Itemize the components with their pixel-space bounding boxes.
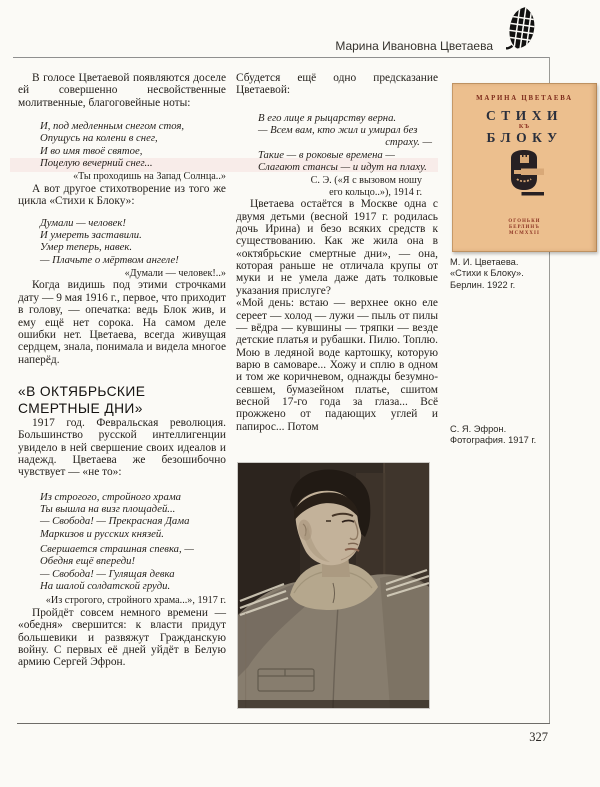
verse-line: Умер теперь, навек. — [40, 241, 133, 254]
poem-quote — [40, 491, 226, 540]
verse-line: Маркизов и русских князей. — [40, 527, 164, 540]
book-cover — [452, 83, 597, 252]
verse-line: — Свобода! — Гулящая девка — [40, 567, 175, 580]
ornament-leaf-icon — [506, 6, 538, 52]
verse-line: страху. — — [385, 136, 432, 149]
verse-line: Из строгого, стройного храма — [40, 490, 181, 503]
paragraph: Пройдёт совсем немного времени — «обедня» свершится: к власти придут большевики и развяжут Гражданскую войну. С первых её дней уйдёт в Белую армию Сергей Эфрон. — [18, 606, 226, 669]
photo-caption: С. Я. Эфрон. Фотография. 1917 г. — [450, 424, 537, 446]
footer-divider — [17, 723, 550, 724]
verse-line: Свершается страшная спевка, — — [40, 542, 194, 555]
poem-quote — [40, 120, 226, 169]
paragraph: Цветаева остаётся в Москве одна с двумя детьми (весной 1917 г. родилась дочь Ирина) и безо всяких средств к существованию. Как же жила она в «октябрьские смертные дни», — она, которая раньше не отличала крупы от муки и не умела даже дать толковые указания прислуге? — [236, 198, 438, 297]
poem-attribution: «Думали — человек!..» — [124, 267, 226, 279]
paragraph: В голосе Цветаевой появляются доселе ей совершенно несвойственные молитвенные, благоговейные ноты: — [18, 72, 226, 109]
page-number: 327 — [529, 730, 548, 744]
verse-line: И, под медленным снегом стоя, — [40, 120, 185, 133]
cover-title-line1: СТИХИ — [485, 108, 563, 123]
poem-attribution: «Из строгого, стройного храма...», 1917 г. — [45, 595, 226, 607]
paragraph: Когда видишь под этими строчками дату — 9 мая 1916 г., первое, что приходит в голову, — опечатка: ведь Блок жив, и ему ещё нет сорока. На самом деле ошибки нет. Цветаева, всегда живущая сердцем, знала, понимала и видела многое наперёд. — [18, 279, 226, 366]
left-text-column — [18, 72, 226, 669]
verse-line: — Свобода! — Прекрасная Дама — [40, 515, 190, 528]
cover-author: МАРИНА ЦВЕТАЕВА — [476, 95, 573, 102]
poem-attribution: С. Э. («Я с вызовом ношу его кольцо..»), 1914 г. — [310, 175, 422, 198]
poem-quote — [40, 217, 226, 266]
paragraph: Сбудется ещё одно предсказание Цветаевой: — [236, 72, 438, 97]
cover-title-small: КЪ — [518, 123, 531, 130]
poem-quote — [258, 112, 438, 174]
verse-line: И умереть заставили. — [40, 228, 142, 241]
poem-quote — [40, 543, 226, 592]
verse-line: Думали — человек! — [40, 216, 126, 229]
verse-line: — Всем вам, кто жил и умирал без — [258, 124, 418, 137]
poem-attribution: «Ты проходишь на Запад Солнца..» — [73, 171, 226, 183]
efron-photo — [238, 463, 429, 708]
verse-line: Обедня ещё впереди! — [40, 555, 136, 568]
verse-line: На шалой солдатской груди. — [40, 580, 171, 592]
cover-title-line2: БЛОКУ — [486, 130, 563, 145]
paragraph: 1917 год. Февральская революция. Большинство русской интеллигенции увидело в ней свершение своих идеалов и надежд. Цветаева же безошибочно чувствует — «не то»: — [18, 416, 226, 479]
cover-emblem-icon — [504, 148, 544, 196]
verse-line: И во имя твоё святое, — [40, 144, 143, 157]
middle-text-column — [236, 72, 438, 433]
running-header: Марина Ивановна Цветаева — [335, 39, 493, 53]
cover-publisher: ОГОНЬКИ БЕРЛИНЪ MCMXXII — [508, 219, 541, 236]
header-divider — [13, 57, 550, 58]
book-cover-caption: М. И. Цветаева. «Стихи к Блоку». Берлин. 1922 г. — [450, 257, 524, 290]
verse-line: В его лице я рыцарству верна. — [258, 111, 397, 124]
verse-line: Ты вышла на визг площадей... — [40, 502, 176, 515]
verse-line: — Плачьте о мёртвом ангеле! — [40, 253, 179, 266]
paragraph: «Мой день: встаю — верхнее окно еле сереет — холод — лужи — пыль от пилы — вёдра — кувшины — тряпки — везде детские платья и рубашки. Пилю. Топлю. Мою в ледяной воде картошку, которую варю в самоваре... Хожу и сплю в одном и том же коричневом, однажды безумно-севшем, бумазейном платье, сшитом весной 17-го года за глаза... Всё прожжено от падающих углей и папирос... Потом — [236, 297, 438, 433]
verse-line: Поцелую вечерний снег... — [40, 157, 153, 170]
verse-line: Опущусь на колени в снег, — [40, 132, 158, 145]
verse-line: Слагают стансы — и идут на плаху. — [258, 161, 427, 174]
section-heading: «В ОКТЯБРЬСКИЕ СМЕРТНЫЕ ДНИ» — [18, 383, 146, 416]
paragraph: А вот другое стихотворение из того же цикла «Стихи к Блоку»: — [18, 182, 226, 208]
verse-line: Такие — в роковые времена — — [258, 148, 395, 161]
